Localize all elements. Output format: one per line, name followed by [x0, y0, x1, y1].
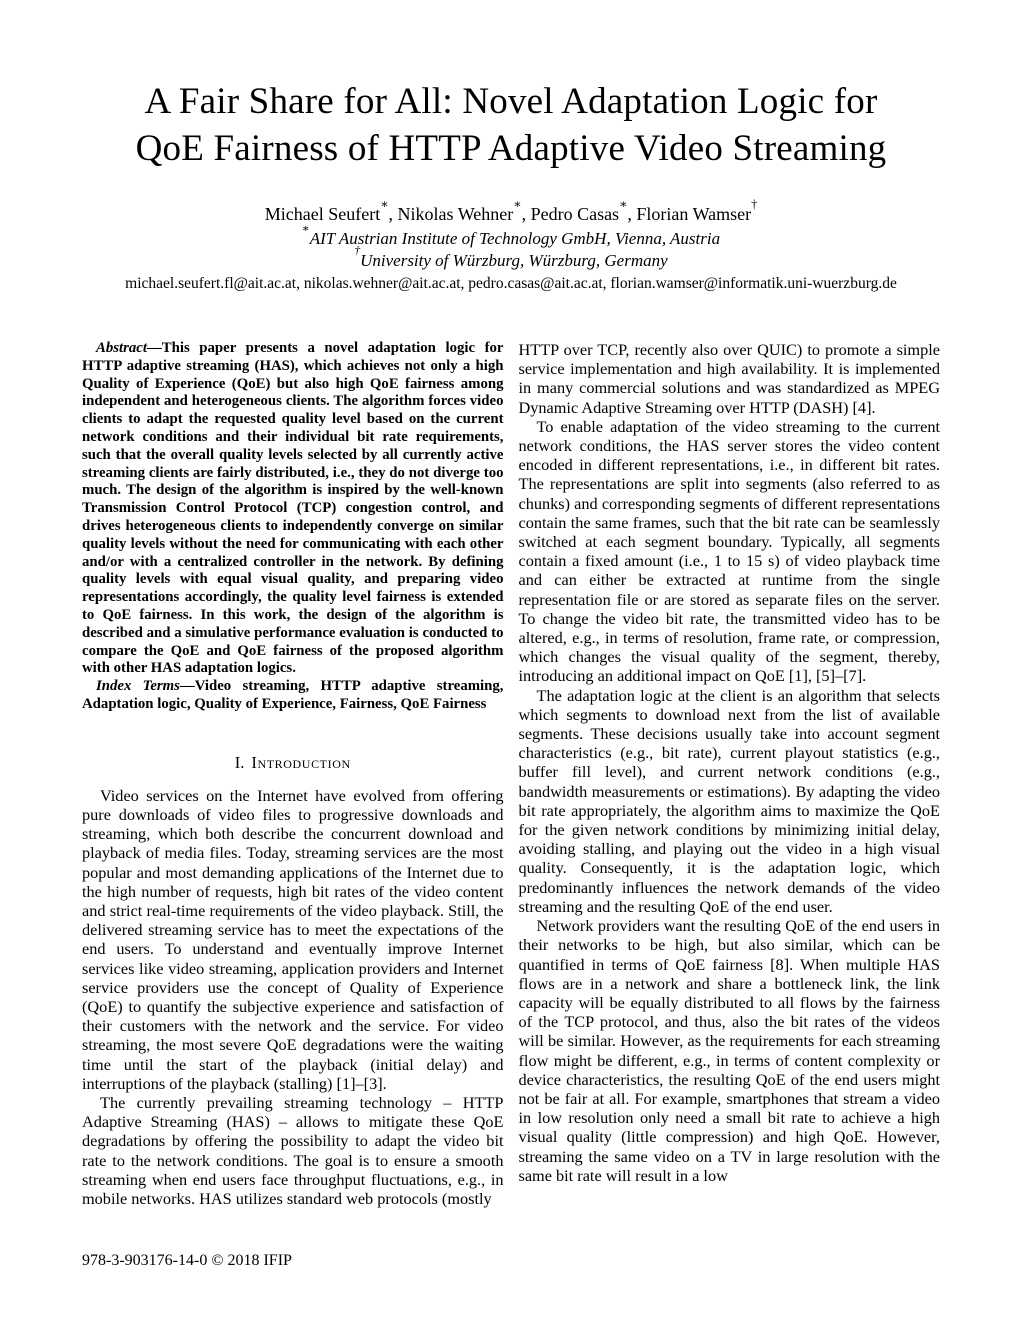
author-separator: ,	[521, 204, 531, 224]
section-number: I.	[234, 752, 245, 772]
left-column	[82, 340, 504, 1208]
authors-line	[82, 196, 940, 226]
abstract-label: Abstract	[96, 340, 147, 356]
author-affil-marker: ∗	[380, 196, 389, 211]
intro-paragraph-1: Video services on the Internet have evolved from offering pure downloads of video files to progressive downloads and streaming, which both describe the concurrent download and playback of media files. Today, streaming services are the most popular and most demanding applications of the Internet due to the high number of requests, high bit rates of the video content and strict real-time requirements of the video playback. Still, the delivered streaming service has to meet the expectations of the end users. To understand and eventually improve Internet services like video streaming, application providers and Internet service providers use the concept of Quality of Experience (QoE) to quantify the subjective experience and satisfaction of their customers with the network and the service. For video streaming, the most severe QoE degradations were the waiting time until the start of the playback (initial delay) and interruptions of the playback (stalling) [1]–[3].	[82, 785, 504, 1093]
author-name: Pedro Casas	[530, 204, 620, 224]
author-affil-marker: ∗	[619, 196, 628, 211]
affiliation-marker: ∗	[301, 222, 310, 236]
affiliation-line-1	[82, 222, 940, 250]
author-name: Michael Seufert	[264, 204, 381, 224]
section-title: Introduction	[251, 752, 351, 772]
paper-header	[82, 78, 940, 295]
affiliation-text: AIT Austrian Institute of Technology GmbH, Vienna, Austria	[309, 229, 721, 248]
author-emails: michael.seufert.fl@ait.ac.at, nikolas.wehner@ait.ac.at, pedro.casas@ait.ac.at, florian.wamser@informatik.uni-wuerzburg.de	[125, 275, 897, 292]
index-terms-dash: —	[179, 678, 195, 695]
affiliation-marker: †	[354, 244, 361, 258]
author-name: Nikolas Wehner	[397, 204, 514, 224]
author-separator: ,	[388, 204, 398, 224]
author-affil-marker: †	[751, 196, 758, 211]
title-line-2: QoE Fairness of HTTP Adaptive Video Streaming	[135, 128, 887, 169]
title-line-1: A Fair Share for All: Novel Adaptation Logic for	[144, 81, 878, 122]
intro-paragraph-3: To enable adaptation of the video streaming to the current network conditions, the HAS server stores the video content encoded in different representations, i.e., in different bit rates. The representations are split into segments (also referred to as chunks) and corresponding segments of different representations contain the same frames, such that the bit rate can be seamlessly switched at each segment boundary. Typically, all segments contain a fixed amount (i.e., 1 to 15 s) of video playback time and can either be extracted at runtime from the single representation file or are stored as separate files on the server. To change the video bit rate, the transmitted video has to be altered, e.g., in terms of resolution, frame rate, or compression, which changes the visual quality of the segment, thereby, introducing an additional impact on QoE [1], [5]–[7].	[518, 416, 940, 686]
index-terms-text: Video streaming, HTTP adaptive streaming, Adaptation logic, Quality of Experience, Fairness, QoE Fairness	[82, 678, 504, 712]
author-affil-marker: ∗	[513, 196, 522, 211]
paper-title	[82, 78, 940, 172]
index-terms-label: Index Terms	[96, 678, 180, 695]
intro-paragraph-5: Network providers want the resulting QoE of the end users in their networks to be high, but also similar, which can be quantified in terms of QoE fairness [8]. When multiple HAS flows are in a network and share a bottleneck link, the link capacity will be equally distributed to all flows by the fairness of the TCP protocol, and thus, also the bit rates of the videos will be similar. However, as the requirements for each streaming flow might be different, e.g., in terms of content complexity or device characteristics, the resulting QoE of the end users might not be fair at all. For example, smartphones that stream a video in low resolution only need a small bit rate to achieve a high visual quality (little compression) and high QoE. However, streaming the same video on a TV in large resolution with the same bit rate will result in a low	[518, 916, 940, 1185]
author-name: Florian Wamser	[636, 204, 752, 224]
right-column	[519, 340, 941, 1208]
affiliation-text: University of Würzburg, Würzburg, Germany	[360, 251, 668, 270]
abstract-dash: —	[146, 340, 162, 356]
affiliation-line-2	[82, 244, 940, 272]
two-column-body	[82, 340, 940, 1208]
abstract-paragraph	[82, 340, 504, 678]
index-terms-paragraph	[82, 678, 504, 714]
abstract-text: This paper presents a novel adaptation logic for HTTP adaptive streaming (HAS), which achieves not only a high Quality of Experience (QoE) but also high QoE fairness among independent and heterogeneous clients. The algorithm forces video clients to adapt the requested quality level based on the current network conditions and their individual bit rate requirements, such that the overall quality levels selected by all currently active streaming clients are fairly distributed, i.e., they do not diverge too much. The design of the algorithm is inspired by the well-known Transmission Control Protocol (TCP) congestion control, and drives heterogeneous clients to independently converge on similar quality levels without the need for communicating with each other and/or with a centralized controller in the network. By defining quality levels with equal visual quality, and preparing video representations accordingly, the quality level fairness is extended to QoE fairness. In this work, the design of the algorithm is described and a simulative performance evaluation is conducted to compare the QoE and QoE fairness of the proposed algorithm with other HAS adaptation logics.	[82, 340, 504, 677]
intro-paragraph-2-left: The currently prevailing streaming technology – HTTP Adaptive Streaming (HAS) – allows to mitigate these QoE degradations by offering the possibility to adapt the video bit rate to the network conditions. The goal is to ensure a smooth streaming when end users face throughput fluctuations, e.g., in mobile networks. HAS utilizes standard web protocols (mostly	[82, 1092, 504, 1208]
intro-paragraph-4: The adaptation logic at the client is an algorithm that selects which segments to download next from the list of available segments. These decisions usually take into account segment characteristics (e.g., bit rate), current playout statistics (e.g., buffer fill level), and current network conditions (e.g., bandwidth measurements or estimations). By adapting the video bit rate appropriately, the algorithm aims to maximize the QoE for the given network conditions by minimizing initial delay, avoiding stalling, and playing out the video in a high visual quality. Consequently, it is the adaptation logic, which predominantly influences the network demands of the video streaming and the resulting QoE of the end user.	[518, 685, 940, 916]
author-separator: ,	[627, 204, 637, 224]
isbn-footer: 978-3-903176-14-0 © 2018 IFIP	[82, 1252, 292, 1269]
section-heading-introduction	[82, 753, 504, 773]
intro-paragraph-2-right: HTTP over TCP, recently also over QUIC) to promote a simple service implementation and high availability. It is implemented in many commercial solutions and was standardized as MPEG Dynamic Adaptive Streaming over HTTP (DASH) [4].	[518, 340, 940, 417]
